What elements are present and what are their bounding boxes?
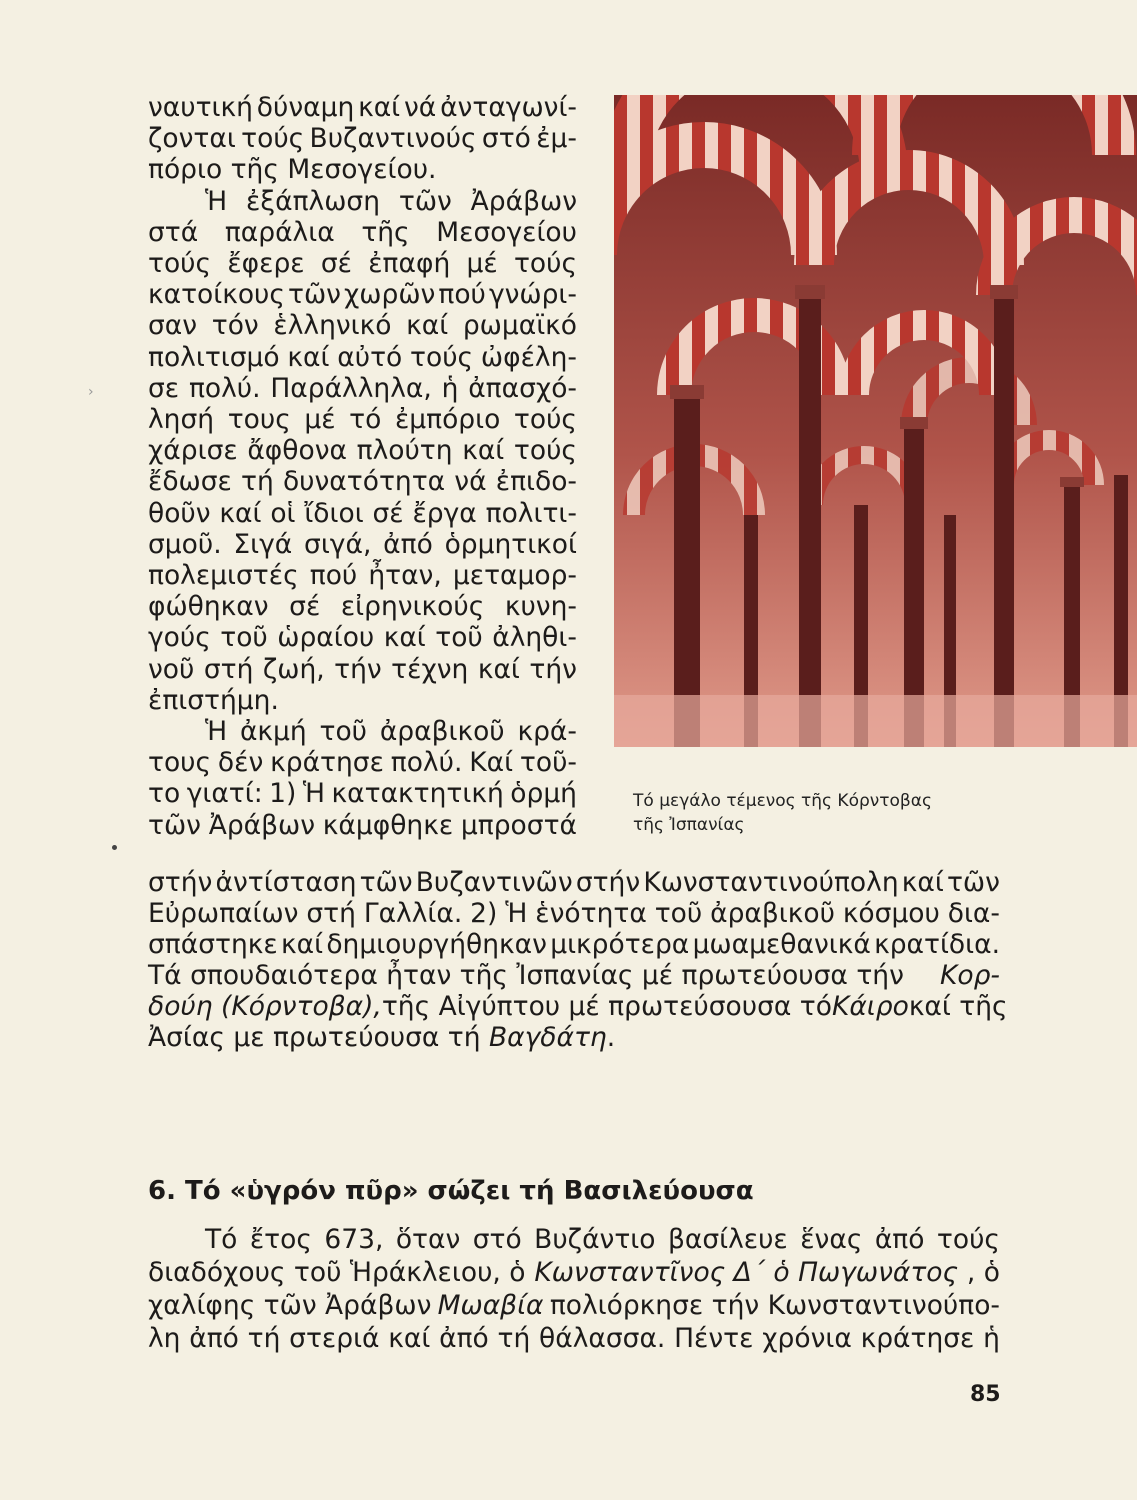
column-line: ἐπιστήμη. <box>148 684 279 716</box>
column-line: φώθηκαν σέ εἰρηνικούς κυνη- <box>148 591 577 623</box>
section-line: λη ἀπό τή στεριά καί ἀπό τή θάλασσα. Πέντε χρόνια κράτησε ἡ <box>148 1323 1000 1354</box>
column-line: κατοίκους τῶν χωρῶν πού γνώρι- <box>148 279 577 311</box>
column-line: σμοῦ. Σιγά σιγά, ἀπό ὁρμητικοί <box>148 528 577 560</box>
column-line: γούς τοῦ ὡραίου καί τοῦ ἀληθι- <box>148 622 577 654</box>
mosque-photo <box>614 95 1137 747</box>
body-line: δούη (Κόρντοβα), τῆς Αἰγύπτου μέ πρωτεύσουσα τό Κάιρο καί τῆς <box>148 991 1008 1022</box>
column-line: πολεμιστές πού ἦταν, μεταμορ- <box>148 560 577 591</box>
body-line: σπάστηκε καί δημιουργήθηκαν μικρότερα μωαμεθανικά κρατίδια. <box>148 929 1000 960</box>
column-line: πόριο τῆς Μεσογείου. <box>148 154 437 186</box>
column-line: Ἡ ἐξάπλωση τῶν Ἀράβων <box>205 185 577 217</box>
photo-caption-line-1: Τό μεγάλο τέμενος τῆς Κόρντοβας <box>633 791 932 811</box>
column-line: τούς ἔφερε σέ ἐπαφή μέ τούς <box>148 248 577 279</box>
column-line: νοῦ στή ζωή, τήν τέχνη καί τήν <box>148 653 577 685</box>
section-line: διαδόχους τοῦ Ἡράκλειου, ὁ Κωνσταντῖνος Δ΄ ὁ Πωγωνάτος , ὁ <box>148 1257 1000 1288</box>
column-line: θοῦν καί οἱ ἴδιοι σέ ἔργα πολιτι- <box>148 497 577 529</box>
column-line: ναυτική δύναμη καί νά ἀνταγωνί- <box>148 92 577 123</box>
column-line: ζονται τούς Βυζαντινούς στό ἐμ- <box>148 123 577 155</box>
column-line: το γιατί: 1) Ἡ κατακτητική ὁρμή <box>148 778 577 810</box>
column-line: πολιτισμό καί αὐτό τούς ὠφέλη- <box>148 341 577 373</box>
mosque-arches-illustration <box>614 95 1137 747</box>
margin-dot <box>112 845 117 850</box>
column-line: χάρισε ἄφθονα πλούτη καί τούς <box>148 435 577 467</box>
column-line: τῶν Ἀράβων κάμφθηκε μπροστά <box>148 809 577 841</box>
photo-caption-line-2: τῆς Ἰσπανίας <box>633 815 745 835</box>
body-line: στήν ἀντίσταση τῶν Βυζαντινῶν στήν Κωνσταντινούπολη καί τῶν <box>148 867 1000 898</box>
page-number: 85 <box>970 1382 1001 1407</box>
column-line: στά παράλια τῆς Μεσογείου <box>148 216 577 248</box>
margin-mark: › <box>88 384 94 400</box>
column-line: Ἡ ἀκμή τοῦ ἀραβικοῦ κρά- <box>205 716 577 747</box>
column-line: τους δέν κράτησε πολύ. Καί τοῦ- <box>148 747 577 779</box>
section-line: Τό ἔτος 673, ὅταν στό Βυζάντιο βασίλευε ἕνας ἀπό τούς <box>205 1224 1000 1255</box>
column-line: σαν τόν ἑλληνικό καί ρωμαϊκό <box>148 310 577 342</box>
section-line: χαλίφης τῶν Ἀράβων Μωαβία πολιόρκησε τήν Κωνσταντινούπο- <box>148 1290 1000 1321</box>
body-line: Ἀσίας με πρωτεύουσα τή Βαγδάτη. <box>148 1022 616 1053</box>
body-line: Εὐρωπαίων στή Γαλλία. 2) Ἡ ἑνότητα τοῦ ἀραβικοῦ κόσμου δια- <box>148 898 1000 929</box>
body-line: Τά σπουδαιότερα ἦταν τῆς Ἰσπανίας μέ πρωτεύουσα τήν Κορ- <box>148 960 1000 991</box>
section-heading: 6. Τό «ὑγρόν πῦρ» σώζει τή Βασιλεύουσα <box>148 1176 754 1206</box>
column-line: λησή τους μέ τό ἐμπόριο τούς <box>148 404 577 435</box>
column-line: σε πολύ. Παράλληλα, ἡ ἀπασχό- <box>148 372 577 404</box>
column-line: ἔδωσε τή δυνατότητα νά ἐπιδο- <box>148 466 577 498</box>
